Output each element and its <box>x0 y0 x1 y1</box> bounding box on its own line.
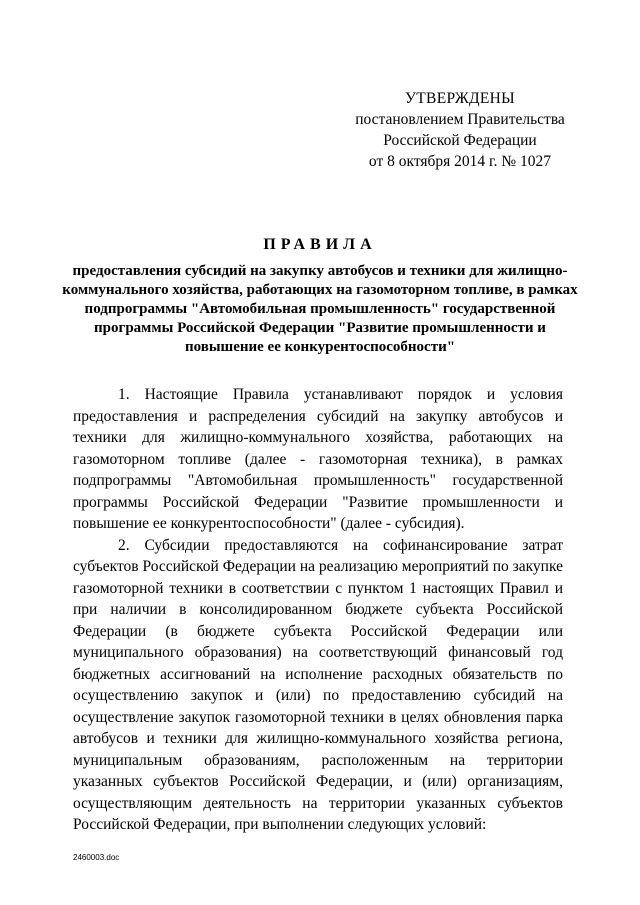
paragraph-2: 2. Субсидии предоставляются на софинансирование затрат субъектов Российской Федерации на реализацию мероприятий по закупке газомоторной техники в соответствии с пунктом 1 настоящих Правил и при наличии в консолидированном бюджете субъекта Российской Федерации (в бюджете субъекта Российской Федерации или муниципального образования) на соответствующий финансовый год бюджетных ассигнований на исполнение расходных обязательств по осуществлению закупок и (или) по предоставлению субсидий на осуществление закупок газомоторной техники в целях обновления парка автобусов и техники для жилищно-коммунального хозяйства региона, муниципальным образованиям, расположенным на территории указанных субъектов Российской Федерации, и (или) организациям, осуществляющим деятельность на территории указанных субъектов Российской Федерации, при выполнении следующих условий: <box>73 536 563 833</box>
paragraph-1: 1. Настоящие Правила устанавливают порядок и условия предоставления и распределения субсидий на закупку автобусов и техники для жилищно-коммунального хозяйства, работающих на газомоторном топливе (далее - газомоторная техника), в рамках подпрограммы "Автомобильная промышленность" государственной программы Российской Федерации "Развитие промышленности и повышение ее конкурентоспособности" (далее - субсидия). <box>73 386 563 532</box>
approval-line-3: от 8 октября 2014 г. № 1027 <box>368 153 552 170</box>
approval-block <box>330 88 590 172</box>
footer-filename: 2460003.doc <box>73 853 120 862</box>
approval-heading: УТВЕРЖДЕНЫ <box>405 90 515 107</box>
approval-line-2: Российской Федерации <box>383 132 537 149</box>
approval-line-1: постановлением Правительства <box>355 111 565 128</box>
document-subtitle: предоставления субсидий на закупку автобусов и техники для жилищно-коммунального хозяйства, работающих на газомоторном топливе, в рамках подпрограммы "Автомобильная промышленность" государственной программы Российской Федерации "Развитие промышленности и повышение ее конкурентоспособности" <box>62 263 578 355</box>
document-body <box>73 384 563 836</box>
document-title: ПРАВИЛА <box>263 236 377 253</box>
